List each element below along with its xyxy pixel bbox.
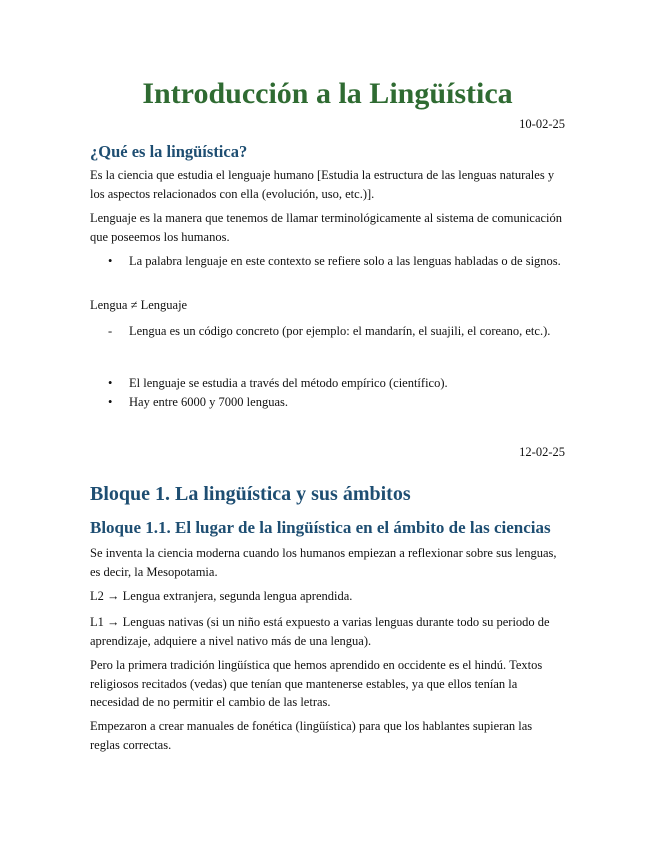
document-title: Introducción a la Lingüística (142, 77, 513, 110)
block-heading-1: Bloque 1. La lingüística y sus ámbitos (90, 483, 411, 505)
list-item-text: Hay entre 6000 y 7000 lenguas. (129, 395, 288, 409)
list-item-bullet-2 (108, 374, 565, 393)
list-item-text: Lengua es un código concreto (por ejemplo: el mandarín, el suajili, el coreano, etc.). (129, 324, 551, 338)
section-heading-que-es: ¿Qué es la lingüística? (90, 142, 248, 161)
bullet-marker: • (108, 395, 113, 409)
list-item-dash-1 (108, 322, 565, 341)
paragraph-l1: L1 → Lenguas nativas (si un niño está expuesto a varias lenguas durante todo su periodo de aprendizaje, adquiere a nivel nativo más de una lengua). (90, 615, 550, 648)
list-item-bullet-3 (108, 393, 565, 412)
paragraph-tradicion-hindu: Pero la primera tradición lingüística que hemos aprendido en occidente es el hindú. Textos religiosos recitados (vedas) que tenían que mantenerse estables, ya que ellos tenían la necesidad de no permitir el cambio de las letras. (90, 658, 543, 709)
bullet-marker: • (108, 376, 113, 390)
list-item-bullet-1 (108, 252, 565, 271)
dash-marker: - (108, 324, 113, 338)
list-item-text: La palabra lenguaje en este contexto se refiere solo a las lenguas habladas o de signos. (129, 254, 561, 268)
paragraph-ciencia-moderna: Se inventa la ciencia moderna cuando los humanos empiezan a reflexionar sobre sus lenguas, es decir, la Mesopotamia. (90, 546, 557, 579)
list-item-text: El lenguaje se estudia a través del método empírico (científico). (129, 376, 448, 390)
paragraph-lengua-vs-lenguaje: Lengua ≠ Lenguaje (90, 298, 188, 312)
bullet-marker: • (108, 254, 113, 268)
paragraph-definition: Es la ciencia que estudia el lenguaje humano [Estudia la estructura de las lenguas naturales y los aspectos relacionados con ella (evolución, uso, etc.)]. (90, 168, 555, 201)
block-heading-1-1: Bloque 1.1. El lugar de la lingüística en el ámbito de las ciencias (90, 518, 551, 537)
paragraph-manuales-fonetica: Empezaron a crear manuales de fonética (lingüística) para que los hablantes supieran las reglas correctas. (90, 719, 533, 752)
paragraph-l2: L2 → Lengua extranjera, segunda lengua aprendida. (90, 589, 353, 603)
paragraph-lenguaje: Lenguaje es la manera que tenemos de llamar terminológicamente al sistema de comunicación que poseemos los humanos. (90, 211, 563, 244)
date-2: 12-02-25 (519, 445, 565, 459)
date-1: 10-02-25 (519, 117, 565, 131)
